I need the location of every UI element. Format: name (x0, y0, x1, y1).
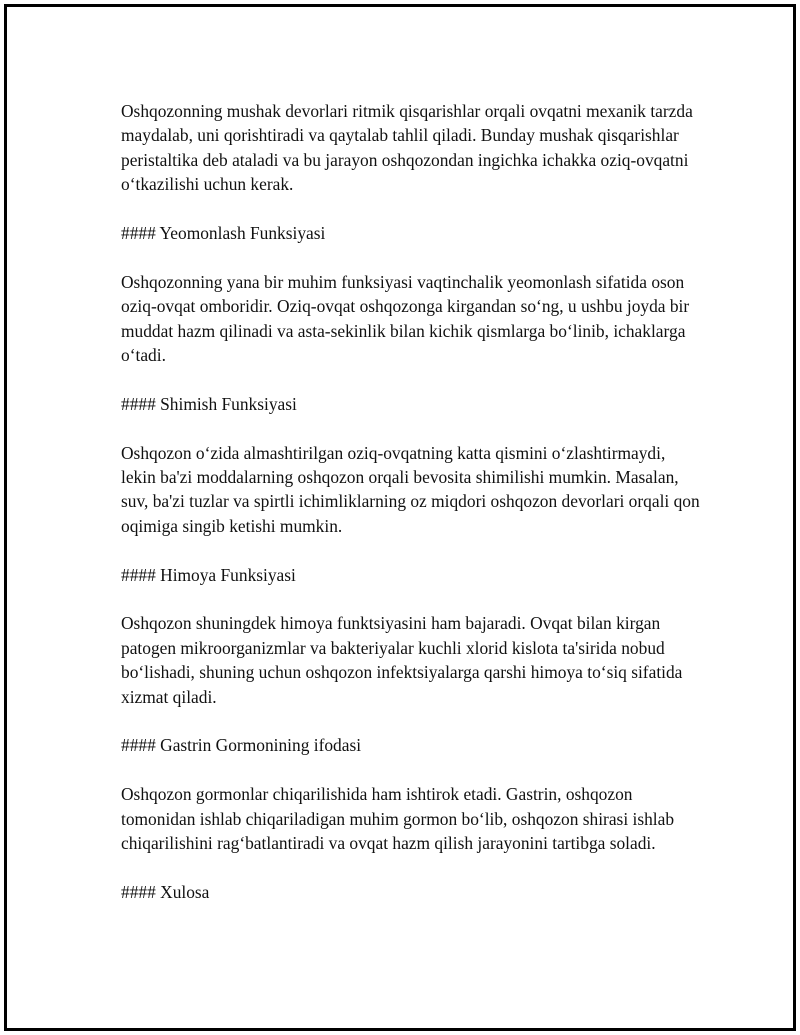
heading-gastrin: #### Gastrin Gormonining ifodasi (121, 735, 362, 756)
paragraph-shimish: Oshqozon o‘zida almashtirilgan oziq-ovqatning katta qismini o‘zlashtirmaydi, lekin ba'zi moddalarning oshqozon orqali bevosita shimilishi mumkin. Masalan, suv, ba'zi tuzlar va spirtli ichimliklarning oz miqdori oshqozon devorlari orqali qon oqimiga singib ketishi mumkin. (121, 442, 700, 536)
paragraph-gastrin: Oshqozon gormonlar chiqarilishida ham ishtirok etadi. Gastrin, oshqozon tomonidan ishlab chiqariladigan muhim gormon bo‘lib, oshqozon shirasi ishlab chiqarilishini rag‘batlantiradi va ovqat hazm qilish jarayonini tartibga soladi. (121, 784, 675, 854)
heading-xulosa: #### Xulosa (121, 881, 210, 902)
document-body (121, 99, 701, 929)
paragraph-peristaltika: Oshqozonning mushak devorlari ritmik qisqarishlar orqali ovqatni mexanik tarzda maydalab, uni qorishtiradi va qaytalab tahlil qiladi. Bunday mushak qisqarishlar peristaltika deb ataladi va bu jarayon oshqozondan ingichka ichakka oziq-ovqatni o‘tkazilishi uchun kerak. (121, 101, 693, 195)
page-frame (4, 4, 796, 1031)
heading-shimish: #### Shimish Funksiyasi (121, 393, 297, 414)
paragraph-yeomonlash: Oshqozonning yana bir muhim funksiyasi vaqtinchalik yeomonlash sifatida oson oziq-ovqat omboridir. Oziq-ovqat oshqozonga kirgandan so‘ng, u ushbu joyda bir muddat hazm qilinadi va asta-sekinlik bilan kichik qismlarga bo‘linib, ichaklarga o‘tadi. (121, 271, 690, 366)
heading-himoya: #### Himoya Funksiyasi (121, 564, 296, 585)
paragraph-himoya: Oshqozon shuningdek himoya funktsiyasini ham bajaradi. Ovqat bilan kirgan patogen mikroorganizmlar va bakteriyalar kuchli xlorid kislota ta'sirida nobud bo‘lishadi, shuning uchun oshqozon infektsiyalarga qarshi himoya to‘siq sifatida xizmat qiladi. (121, 613, 683, 707)
heading-yeomonlash: #### Yeomonlash Funksiyasi (121, 223, 326, 244)
